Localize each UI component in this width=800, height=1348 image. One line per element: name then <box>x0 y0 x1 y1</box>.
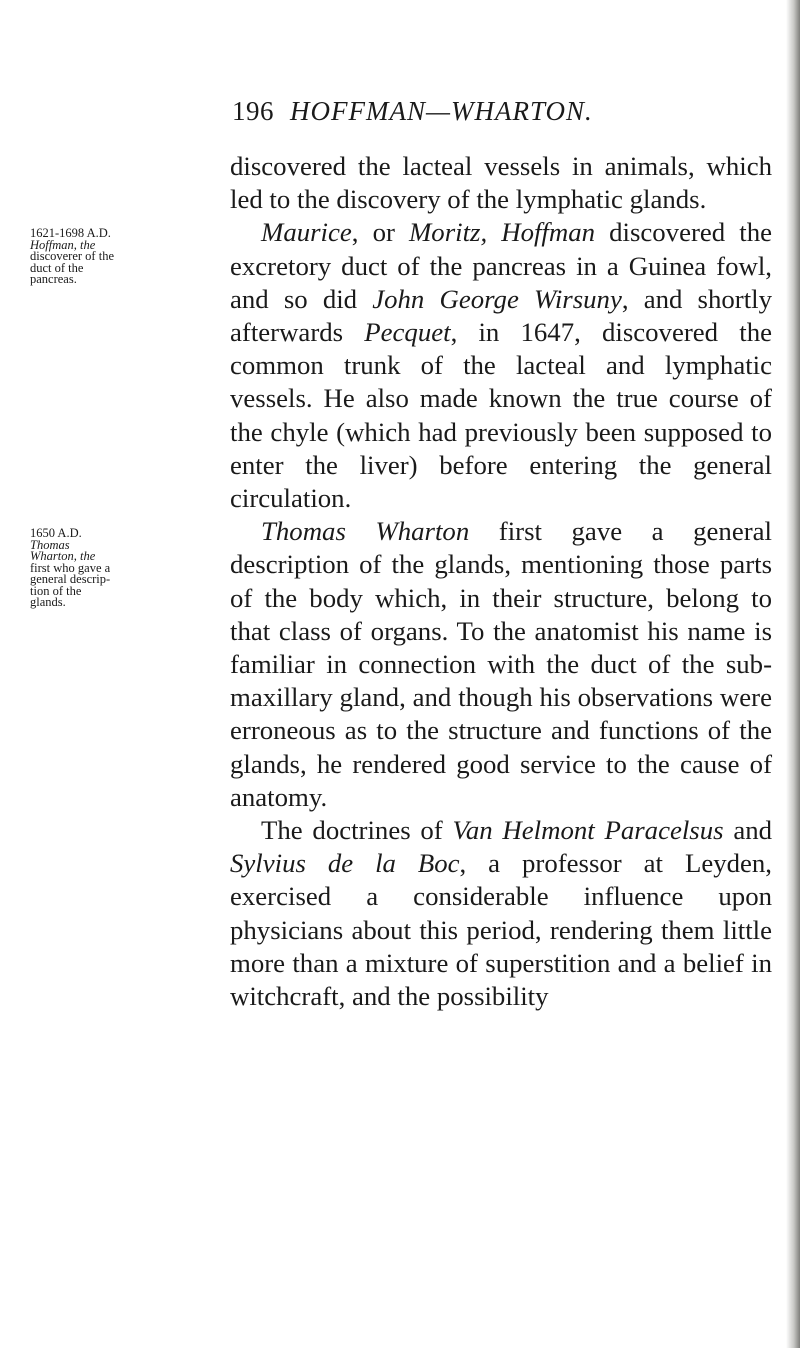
text-run: The doctrines of <box>261 815 453 846</box>
sidenote-line: 1650 A.D. <box>30 526 82 540</box>
page-edge-shadow <box>786 0 800 1348</box>
paragraph-hoffman <box>230 216 772 515</box>
sidenote-line: general descrip- <box>30 572 111 586</box>
sidenote-line: first who gave a <box>30 560 111 575</box>
sidenote-line: Wharton, the <box>30 549 96 563</box>
running-title: HOFFMAN—WHARTON. <box>290 96 593 126</box>
text-run: , and shortly afterwards <box>230 283 772 348</box>
name-thomas-wharton: Thomas Wharton <box>261 516 470 547</box>
text-run: , or <box>351 217 409 248</box>
name-moritz-hoffman: Moritz, Hoffman <box>408 217 596 248</box>
text-run: first gave a general description of the glands, mentioning those parts of the body which, in their structure, belong to that class of organs. To the anatomist his name is familiar in connection with the duct of the sub-maxillary gland, and though his observations were erroneous as to the structure and functions of the glands, he rendered good service to the cause of anatomy. <box>230 516 772 812</box>
sidenote-line: Hoffman, the <box>30 237 96 252</box>
name-van-helmont-paracelsus: Van Helmont Paracelsus <box>452 815 724 846</box>
sidenote-line: duct of the <box>30 260 84 275</box>
sidenote-line: discoverer of the <box>30 249 114 263</box>
paragraph-doctrines <box>230 814 772 1013</box>
text-run: discovered the lacteal vessels in animals, which led to the discovery of the lymphatic glands. <box>230 151 772 215</box>
text-run: and <box>723 815 773 846</box>
sidenote-wharton <box>30 528 210 609</box>
paragraph-wharton <box>230 515 772 814</box>
text-run: , in 1647, discovered the common trunk of the lacteal and lymphatic vessels. He also made known the true course of the chyle (which had previously been supposed to enter the liver) before entering the general circulation. <box>230 317 772 514</box>
page-number: 196 <box>232 96 274 126</box>
sidenote-line: Thomas <box>30 537 70 552</box>
page-header <box>232 96 772 136</box>
name-maurice: Maurice <box>261 217 352 248</box>
sidenote-line: pancreas. <box>30 272 77 286</box>
sidenote-line: 1621-1698 A.D. <box>30 226 111 240</box>
name-pecquet: Pecquet <box>364 317 451 348</box>
paragraph-lacteal <box>230 150 772 216</box>
sidenote-hoffman <box>30 228 210 286</box>
body-text <box>230 150 772 1013</box>
sidenote-line: glands. <box>30 595 66 609</box>
text-run: discovered the excretory duct of the pancreas in a Guinea fowl, and so did <box>230 217 773 314</box>
sidenote-line: tion of the <box>30 583 82 598</box>
text-run: , a professor at Leyden, exercised a considerable influence upon physicians about this period, rendering them little more than a mixture of superstition and a belief in witchcraft, and the possibility <box>230 848 772 1012</box>
name-sylvius-de-la-boc: Sylvius de la Boc <box>230 848 460 879</box>
name-wirsuny: John George Wirsuny <box>372 283 622 314</box>
